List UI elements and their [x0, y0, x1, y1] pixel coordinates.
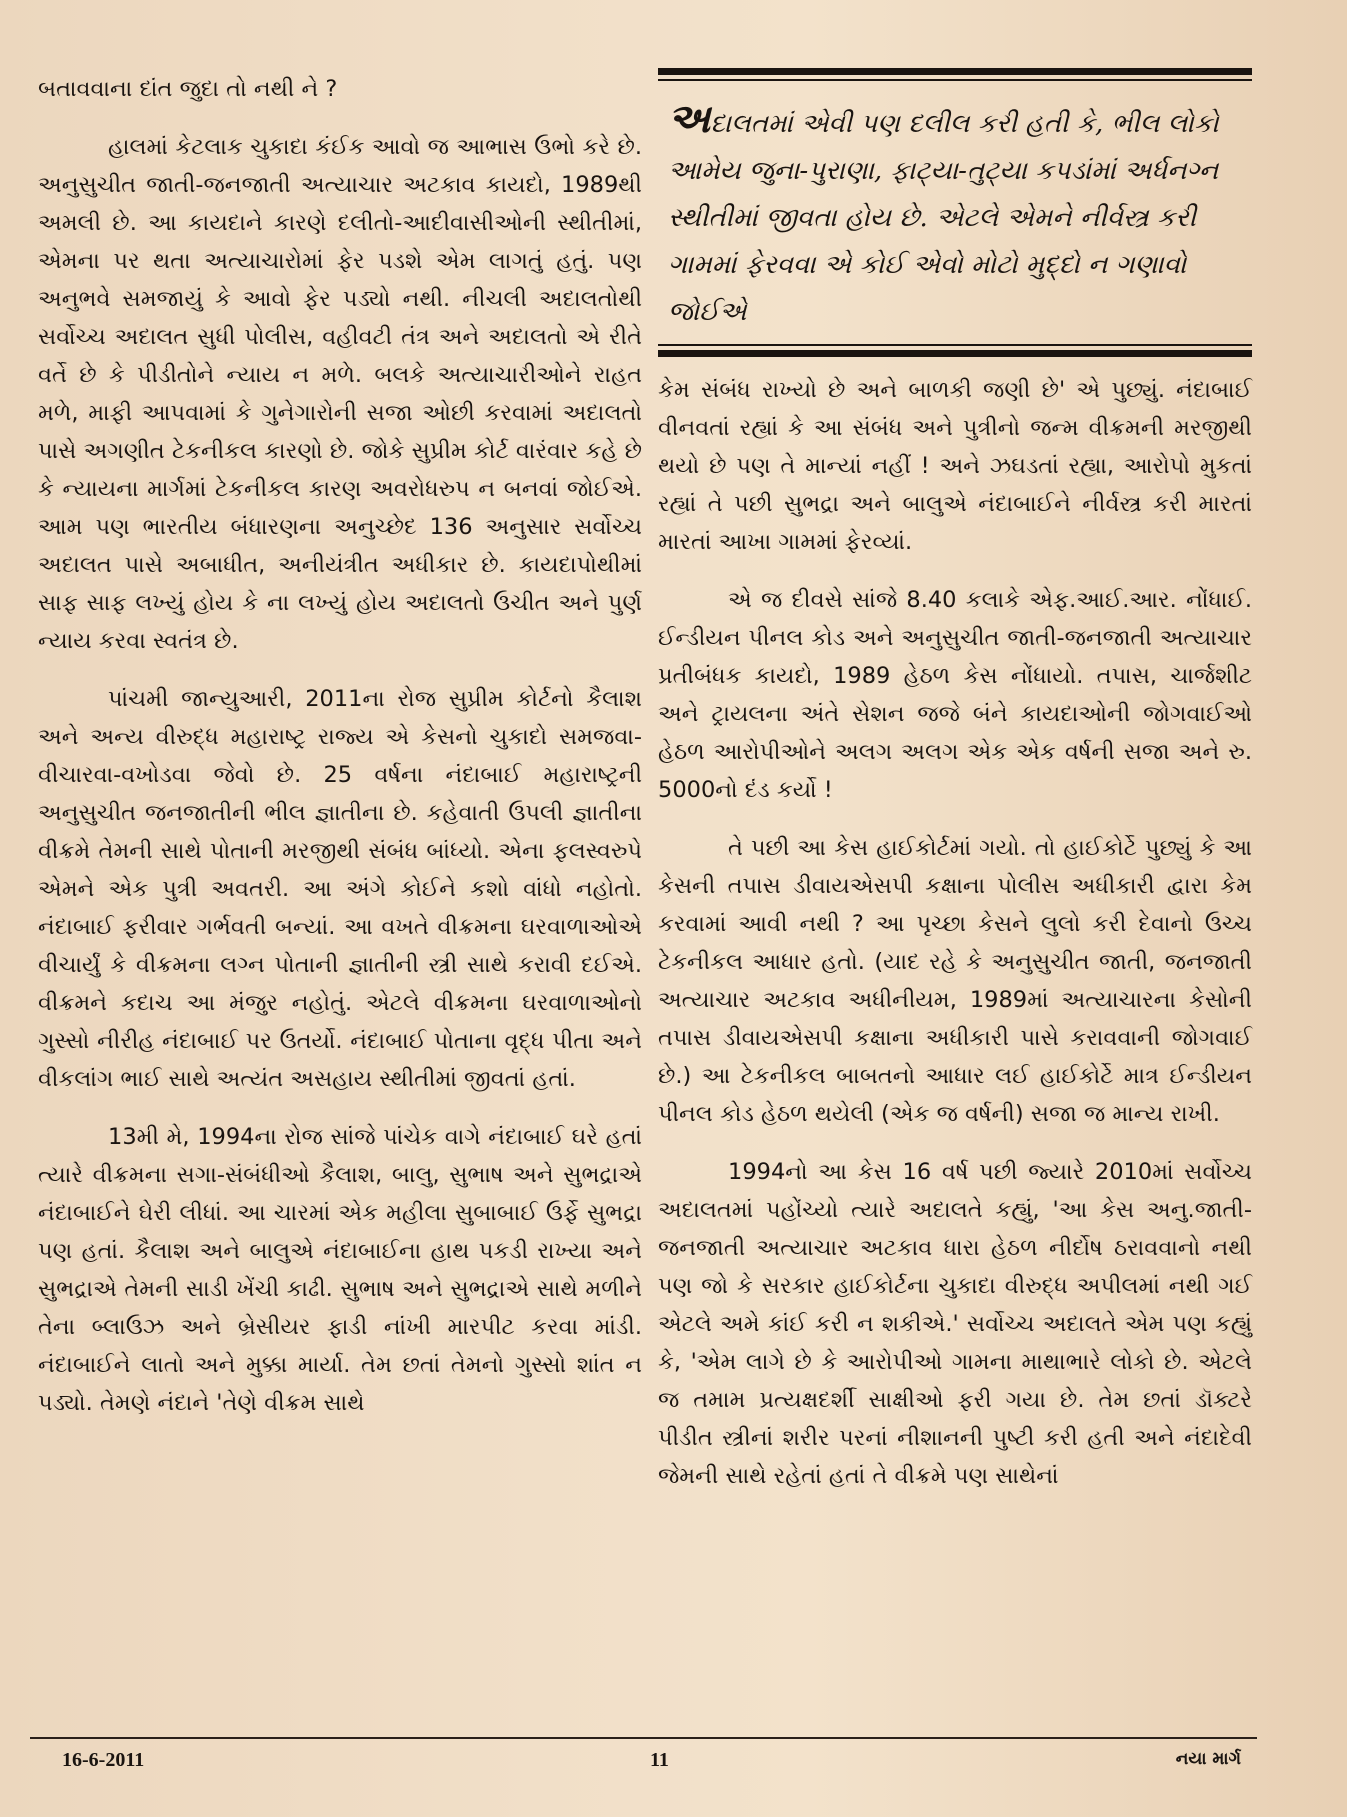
page-number: 11: [650, 1749, 669, 1771]
right-column: [658, 68, 1252, 1515]
magazine-name: નયા માર્ગ: [1175, 1749, 1241, 1769]
issue-date: 16-6-2011: [62, 1749, 145, 1771]
rule-divider: [658, 68, 1252, 75]
pull-quote-dropcap: અ: [668, 95, 711, 142]
paragraph: પાંચમી જાન્યુઆરી, 2011ના રોજ સુપ્રીમ કોર્ટનો કૈલાશ અને અન્ય વીરુદ્ધ મહારાષ્ટ્ર રાજ્ય એ કેસનો ચુકાદો સમજવા-વીચારવા-વખોડવા જેવો છે. 25 વર્ષના નંદાબાઈ મહારાષ્ટ્રની અનુસુચીત જનજાતીની ભીલ જ્ઞાતીના છે. કહેવાતી ઉપલી જ્ઞાતીના વીક્રમે તેમની સાથે પોતાની મરજીથી સંબંધ બાંધ્યો. એના ફલસ્વરુપે એમને એક પુત્રી અવતરી. આ અંગે કોઈને કશો વાંધો નહોતો. નંદાબાઈ ફરીવાર ગર્ભવતી બન્યાં. આ વખતે વીક્રમના ઘરવાળાઓએ વીચાર્યું કે વીક્રમના લગ્ન પોતાની જ્ઞાતીની સ્ત્રી સાથે કરાવી દઈએ. વીક્રમને કદાચ આ મંજુર નહોતું. એટલે વીક્રમના ઘરવાળાઓનો ગુસ્સો નીરીહ નંદાબાઈ પર ઉતર્યો. નંદાબાઈ પોતાના વૃદ્ધ પીતા અને વીકલાંગ ભાઈ સાથે અત્યંત અસહાય સ્થીતીમાં જીવતાં હતાં.: [38, 686, 642, 1092]
paragraph: 13મી મે, 1994ના રોજ સાંજે પાંચેક વાગે નંદાબાઈ ઘરે હતાં ત્યારે વીક્રમના સગા-સંબંધીઓ કૈલાશ, બાલુ, સુભાષ અને સુભદ્રાએ નંદાબાઈને ઘેરી લીધાં. આ ચારમાં એક મહીલા સુબાબાઈ ઉર્ફે સુભદ્રા પણ હતાં. કૈલાશ અને બાલુએ નંદાબાઈના હાથ પકડી રાખ્યા અને સુભદ્રાએ તેમની સાડી ખેંચી કાઢી. સુભાષ અને સુભદ્રાએ સાથે મળીને તેના બ્લાઉઝ અને બ્રેસીયર ફાડી નાંખી મારપીટ કરવા માંડી. નંદાબાઈને લાતો અને મુક્કા માર્યા. તેમ છતાં તેમનો ગુસ્સો શાંત ન પડ્યો. તેમણે નંદાને 'તેણે વીક્રમ સાથે: [38, 1124, 642, 1416]
paragraph: કેમ સંબંધ રાખ્યો છે અને બાળકી જણી છે' એ પુછ્યું. નંદાબાઈ વીનવતાં રહ્યાં કે આ સંબંધ અને પુત્રીનો જન્મ વીક્રમની મરજીથી થયો છે પણ તે માન્યાં નહીં ! અને ઝઘડતાં રહ્યા, આરોપો મુકતાં રહ્યાં તે પછી સુભદ્રા અને બાલુએ નંદાબાઈને નીર્વસ્ત્ર કરી મારતાં મારતાં આખા ગામમાં ફેરવ્યાં.: [658, 377, 1252, 555]
page-footer: [30, 1737, 1257, 1771]
rule-divider: [658, 350, 1252, 357]
paragraph: બતાવવાના દાંત જુદા તો નથી ને ?: [38, 76, 338, 102]
paragraph: એ જ દીવસે સાંજે 8.40 કલાકે એફ.આઈ.આર. નોંધાઈ. ઈન્ડીયન પીનલ કોડ અને અનુસુચીત જાતી-જનજાતી અત્યાચાર પ્રતીબંધક કાયદો, 1989 હેઠળ કેસ નોંધાયો. તપાસ, ચાર્જશીટ અને ટ્રાયલના અંતે સેશન જજે બંને કાયદાઓની જોગવાઈઓ હેઠળ આરોપીઓને અલગ અલગ એક એક વર્ષની સજા અને રુ. 5000નો દંડ કર્યો !: [658, 587, 1252, 803]
paragraph: 1994નો આ કેસ 16 વર્ષ પછી જ્યારે 2010માં સર્વોચ્ચ અદાલતમાં પહોંચ્યો ત્યારે અદાલતે કહ્યું, 'આ કેસ અનુ.જાતી-જનજાતી અત્યાચાર અટકાવ ધારા હેઠળ નીર્દોષ ઠરાવવાનો નથી પણ જો કે સરકાર હાઈકોર્ટના ચુકાદા વીરુદ્ધ અપીલમાં નથી ગઈ એટલે અમે કાંઈ કરી ન શકીએ.' સર્વોચ્ચ અદાલતે એમ પણ કહ્યું કે, 'એમ લાગે છે કે આરોપીઓ ગામના માથાભારે લોકો છે. એટલે જ તમામ પ્રત્યક્ષદર્શી સાક્ષીઓ ફરી ગયા છે. તેમ છતાં ડૉક્ટરે પીડીત સ્ત્રીનાં શરીર પરનાં નીશાનની પુષ્ટી કરી હતી અને નંદાદેવી જેમની સાથે રહેતાં હતાં તે વીક્રમે પણ સાથેનાં: [658, 1159, 1252, 1489]
paragraph: તે પછી આ કેસ હાઈકોર્ટમાં ગયો. તો હાઈકોર્ટે પુછ્યું કે આ કેસની તપાસ ડીવાયએસપી કક્ષાના પોલીસ અધીકારી દ્વારા કેમ કરવામાં આવી નથી ? આ પૃચ્છા કેસને લુલો કરી દેવાનો ઉચ્ચ ટેકનીકલ આધાર હતો. (યાદ રહે કે અનુસુચીત જાતી, જનજાતી અત્યાચાર અટકાવ અધીનીયમ, 1989માં અત્યાચારના કેસોની તપાસ ડીવાયએસપી કક્ષાના અધીકારી પાસે કરાવવાની જોગવાઈ છે.) આ ટેકનીકલ બાબતનો આધાર લઈ હાઈકોર્ટે માત્ર ઈન્ડીયન પીનલ કોડ હેઠળ થયેલી (એક જ વર્ષની) સજા જ માન્ય રાખી.: [658, 835, 1252, 1127]
pull-quote: [658, 81, 1252, 344]
left-column: [38, 70, 642, 1442]
paragraph: હાલમાં કેટલાક ચુકાદા કંઈક આવો જ આભાસ ઉભો કરે છે. અનુસુચીત જાતી-જનજાતી અત્યાચાર અટકાવ કાયદો, 1989થી અમલી છે. આ કાયદાને કારણે દલીતો-આદીવાસીઓની સ્થીતીમાં, એમના પર થતા અત્યાચારોમાં ફેર પડશે એમ લાગતું હતું. પણ અનુભવે સમજાયું કે આવો ફેર પડ્યો નથી. નીચલી અદાલતોથી સર્વોચ્ચ અદાલત સુધી પોલીસ, વહીવટી તંત્ર અને અદાલતો એ રીતે વર્તે છે કે પીડીતોને ન્યાય ન મળે. બલકે અત્યાચારીઓને રાહત મળે, માફી આપવામાં કે ગુનેગારોની સજા ઓછી કરવામાં અદાલતો પાસે અગણીત ટેકનીકલ કારણો છે. જોકે સુપ્રીમ કોર્ટ વારંવાર કહે છે કે ન્યાયના માર્ગમાં ટેકનીકલ કારણ અવરોધરુપ ન બનવાં જોઈએ. આમ પણ ભારતીય બંધારણના અનુચ્છેદ 136 અનુસાર સર્વોચ્ચ અદાલત પાસે અબાધીત, અનીયંત્રીત અધીકાર છે. કાયદાપોથીમાં સાફ સાફ લખ્યું હોય કે ના લખ્યું હોય અદાલતો ઉચીત અને પુર્ણ ન્યાય કરવા સ્વતંત્ર છે.: [38, 134, 642, 654]
rule-divider: [658, 344, 1252, 346]
pull-quote-box: [658, 68, 1252, 357]
pull-quote-text: દાલતમાં એવી પણ દલીલ કરી હતી કે, ભીલ લોકો આમેય જુના-પુરાણા, ફાટ્યા-તુટ્યા કપડાંમાં અર્ધનગ્ન સ્થીતીમાં જીવતા હોય છે. એટલે એમને નીર્વસ્ત્ર કરી ગામમાં ફેરવવા એ કોઈ એવો મોટો મુદ્દો ન ગણાવો જોઈએ: [668, 109, 1219, 327]
